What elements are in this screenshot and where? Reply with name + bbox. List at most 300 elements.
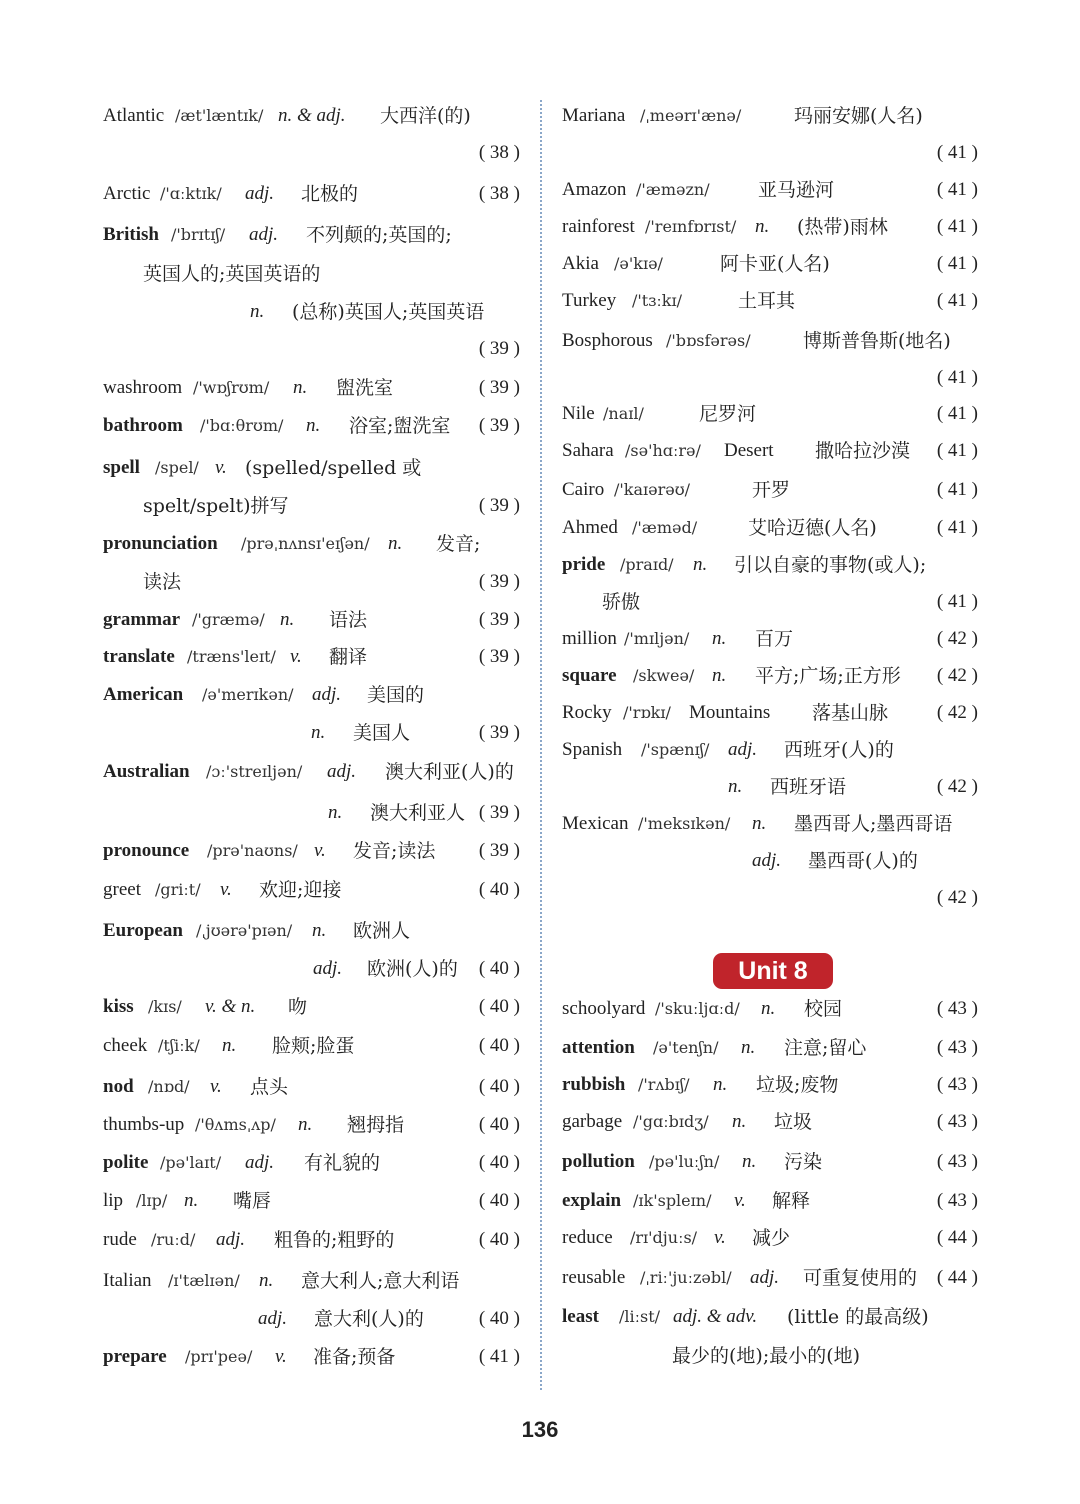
part-of-speech: v. [210,1076,222,1097]
part-of-speech: n. [280,609,295,630]
definition: 尼罗河 [699,403,757,425]
headword: grammar [103,609,181,630]
phonetic: /'bɑːθrʊm/ [200,416,284,435]
part-of-speech: n. [752,813,767,834]
phonetic: /ˌriː'juːzəbl/ [640,1268,732,1287]
page-ref: ( 43 ) [936,1151,978,1172]
page-ref: ( 39 ) [478,495,520,516]
headword: Nile [562,403,595,424]
part-of-speech: n. [311,722,326,743]
part-of-speech: adj. [312,684,342,705]
phonetic: /prəˌnʌnsɪ'eɪʃən/ [241,534,370,553]
entry-lip [103,1186,520,1216]
definition: 骄傲 [602,591,641,613]
phonetic: /ɔː'streɪljən/ [206,762,303,781]
phonetic: /tʃiːk/ [158,1036,200,1055]
entry-thumbs-up [103,1110,520,1140]
definition: 吻 [288,996,308,1018]
phonetic: /praɪd/ [620,555,674,574]
headword: least [562,1306,599,1327]
entry-nod [103,1072,520,1102]
definition: (little 的最高级) [787,1306,929,1328]
headword: lip [103,1190,124,1211]
headword: Ahmed [562,517,618,538]
entry-mexican-pg [562,883,978,913]
definition: 引以自豪的事物(或人); [734,554,927,576]
headword: rude [103,1229,137,1250]
part-of-speech: v. [314,840,326,861]
page-ref: ( 41 ) [936,253,978,274]
headword: greet [103,879,141,900]
phonetic: /'wɒʃrʊm/ [193,378,270,397]
page-ref: ( 40 ) [478,1308,520,1329]
phonetic: /'skuːljɑːd/ [655,999,740,1018]
definition: 可重复使用的 [803,1267,918,1289]
definition: (热带)雨林 [797,216,888,238]
definition: 玛丽安娜(人名) [794,105,923,127]
definition: 脸颊;脸蛋 [272,1035,355,1057]
entry-american [103,680,520,710]
phonetic: /'θʌmsˌʌp/ [195,1115,276,1134]
page-ref: ( 39 ) [478,840,520,861]
phonetic: /ɪ'tælɪən/ [168,1271,240,1290]
phonetic: /pə'laɪt/ [160,1153,222,1172]
entry-prepare [103,1342,520,1372]
definition: 欢迎;迎接 [259,879,342,901]
headword: Sahara [562,440,614,461]
page-ref: ( 40 ) [478,1076,520,1097]
phonetic: /ruːd/ [151,1230,196,1249]
page-ref: ( 40 ) [478,958,520,979]
page-ref: ( 42 ) [936,776,978,797]
part-of-speech: n. [732,1111,747,1132]
page-ref: ( 40 ) [478,1114,520,1135]
part-of-speech: n. [328,802,343,823]
definition: 大西洋(的) [380,105,471,127]
definition: 读法 [143,571,182,593]
page-ref: ( 44 ) [936,1267,978,1288]
part-of-speech: adj. [327,761,357,782]
phonetic: /ɪk'spleɪn/ [633,1191,712,1210]
entry-australian [103,757,520,787]
part-of-speech: v. [290,646,302,667]
entry-british [103,220,520,250]
definition: 落基山脉 [812,702,889,724]
definition: 发音;读法 [353,840,436,862]
page-ref: ( 41 ) [936,517,978,538]
headword: translate [103,646,175,667]
part-of-speech: n. [693,554,708,575]
page-ref: ( 39 ) [478,646,520,667]
part-of-speech: n. [293,377,308,398]
definition: 土耳其 [738,290,796,312]
headword: pride [562,554,606,575]
entry-pride [562,550,978,580]
phonetic: /'meksɪkən/ [638,814,731,833]
part-of-speech: n. [298,1114,313,1135]
column-divider [540,100,542,1390]
entry-spanish [562,735,978,765]
page-ref: ( 40 ) [478,1152,520,1173]
definition: 意大利(人)的 [314,1308,424,1330]
phonetic: /'gɑːbɪdʒ/ [633,1112,709,1131]
phonetic: /naɪl/ [603,404,644,423]
entry-bosphorous [562,326,978,356]
phonetic: /ə'kɪə/ [614,254,663,273]
entry-explain [562,1186,978,1216]
phonetic: /'brɪtɪʃ/ [171,225,226,244]
page-ref: ( 44 ) [936,1227,978,1248]
part-of-speech: v. [734,1190,746,1211]
definition: (总称)英国人;英国英语 [292,301,485,323]
entry-washroom [103,373,520,403]
page-ref: ( 39 ) [478,571,520,592]
headword: kiss [103,996,134,1017]
headword: British [103,224,159,245]
headword: Cairo [562,479,605,500]
phonetic: /træns'leɪt/ [187,647,276,666]
entry-cairo [562,475,978,505]
headword: European [103,920,183,941]
entry-italian-2 [103,1304,520,1334]
headword: Spanish [562,739,623,760]
headword: reduce [562,1227,613,1248]
page-ref: ( 43 ) [936,1037,978,1058]
part-of-speech: n. & adj. [278,105,346,126]
phonetic: /'æməzn/ [636,180,710,199]
part-of-speech: n. [259,1270,274,1291]
headword: American [103,684,184,705]
headword: Atlantic [103,105,165,126]
entry-pronunciation-2 [103,567,520,597]
phonetic: /'æməd/ [632,518,698,537]
phonetic: /nɒd/ [148,1077,190,1096]
headword: reusable [562,1267,626,1288]
unit-8-banner: Unit 8 [713,953,833,989]
page-ref: ( 42 ) [936,702,978,723]
phonetic: /lɪp/ [136,1191,168,1210]
definition: 解释 [772,1190,811,1212]
part-of-speech: n. [184,1190,199,1211]
page-ref: ( 38 ) [478,183,520,204]
definition: 垃圾;废物 [756,1074,839,1096]
phonetic: /prɪ'peə/ [185,1347,253,1366]
entry-sahara [562,436,978,466]
headword: Mariana [562,105,626,126]
entry-british-2 [103,259,520,289]
entry-british-3 [103,297,520,327]
phonetic: /ˌjʊərə'pɪən/ [196,921,293,940]
part-of-speech: adj. [752,850,782,871]
definition: 墨西哥人;墨西哥语 [794,813,953,835]
page-ref: ( 41 ) [936,290,978,311]
phonetic: /sə'hɑːrə/ [625,441,701,460]
entry-pollution [562,1147,978,1177]
part-of-speech: v. [220,879,232,900]
page-ref: ( 41 ) [936,403,978,424]
page-ref: ( 39 ) [478,415,520,436]
definition: 澳大利亚人 [370,802,466,824]
page-ref: ( 43 ) [936,1111,978,1132]
definition: 阿卡亚(人名) [720,253,830,275]
headword: million [562,628,617,649]
entry-atlantic-pg [103,138,520,168]
page-ref: ( 39 ) [478,338,520,359]
entry-million [562,624,978,654]
entry-italian [103,1266,520,1296]
headword: Desert [724,440,774,461]
page-ref: ( 43 ) [936,1074,978,1095]
definition: 不列颠的;英国的; [306,224,452,246]
definition: 开罗 [752,479,791,501]
entry-rude [103,1225,520,1255]
part-of-speech: adj. [258,1308,288,1329]
entry-grammar [103,605,520,635]
entry-square [562,661,978,691]
definition: 注意;留心 [784,1037,867,1059]
page-ref: ( 42 ) [936,887,978,908]
phonetic: /'kaɪərəʊ/ [614,480,691,499]
headword: pronunciation [103,533,218,554]
page-ref: ( 40 ) [478,996,520,1017]
definition: 减少 [752,1227,791,1249]
headword: washroom [103,377,183,398]
definition: 最少的(地);最小的(地) [672,1345,861,1367]
definition: 校园 [804,998,843,1020]
headword: attention [562,1037,635,1058]
definition: 准备;预备 [313,1346,396,1368]
definition: 艾哈迈德(人名) [748,517,877,539]
part-of-speech: adj. & adv. [673,1306,758,1327]
headword: spell [103,457,140,478]
headword: Amazon [562,179,627,200]
page-number: 136 [521,1417,559,1442]
definition: 发音; [436,533,481,555]
page-ref: ( 39 ) [478,377,520,398]
phonetic: /skweə/ [633,666,695,685]
phonetic: /'tɜːkɪ/ [632,291,682,310]
definition: 嘴唇 [233,1190,272,1212]
page-ref: ( 41 ) [936,591,978,612]
phonetic: /'spænɪʃ/ [641,740,710,759]
entry-american-2 [103,718,520,748]
definition: 意大利人;意大利语 [301,1270,460,1292]
part-of-speech: n. [388,533,403,554]
headword: cheek [103,1035,148,1056]
definition: spelt/spelt)拼写 [143,495,289,517]
entry-bosphorous-pg [562,363,978,393]
headword: rubbish [562,1074,626,1095]
definition: 欧洲(人)的 [367,958,458,980]
entry-polite [103,1148,520,1178]
definition: (spelled/spelled 或 [245,457,422,479]
headword: Bosphorous [562,330,653,351]
entry-rainforest [562,212,978,242]
entry-pronunciation [103,529,520,559]
headword: polite [103,1152,149,1173]
part-of-speech: adj. [249,224,279,245]
definition: 西班牙语 [770,776,847,798]
phonetic: /'rɒkɪ/ [623,703,671,722]
entry-greet [103,875,520,905]
entry-spanish-2 [562,772,978,802]
phonetic: /ə'tenʃn/ [653,1038,719,1057]
entry-ahmed [562,513,978,543]
page-ref: ( 42 ) [936,665,978,686]
part-of-speech: n. [250,301,265,322]
headword: pollution [562,1151,635,1172]
page-ref: ( 39 ) [478,722,520,743]
headword: nod [103,1076,134,1097]
phonetic: /griːt/ [155,880,201,899]
entry-rocky [562,698,978,728]
entry-arctic [103,179,520,209]
definition: 美国人 [353,722,411,744]
headword: Mexican [562,813,629,834]
entry-mariana [562,101,978,131]
entry-rubbish [562,1070,978,1100]
entry-australian-2 [103,798,520,828]
phonetic: /'rʌbɪʃ/ [638,1075,690,1094]
headword: Australian [103,761,190,782]
entry-british-pg [103,334,520,364]
definition: 有礼貌的 [304,1152,381,1174]
page-ref: ( 43 ) [936,1190,978,1211]
part-of-speech: adj. [728,739,758,760]
headword: square [562,665,617,686]
phonetic: /prə'naʊns/ [207,841,298,860]
entry-reduce [562,1223,978,1253]
part-of-speech: n. [713,1074,728,1095]
phonetic: /'græmə/ [192,610,265,629]
phonetic: /kɪs/ [148,997,182,1016]
part-of-speech: n. [222,1035,237,1056]
definition: 美国的 [367,684,425,706]
definition: 墨西哥(人)的 [808,850,918,872]
entry-schoolyard [562,994,978,1024]
part-of-speech: n. [712,628,727,649]
phonetic: /'ɑːktɪk/ [160,184,222,203]
page-ref: ( 41 ) [478,1346,520,1367]
entry-turkey [562,286,978,316]
definition: 博斯普鲁斯(地名) [803,330,951,352]
page-ref: ( 41 ) [936,179,978,200]
phonetic: /ˌmeərɪ'ænə/ [640,106,742,125]
entry-mariana-pg [562,138,978,168]
entry-bathroom [103,411,520,441]
part-of-speech: adj. [245,183,275,204]
part-of-speech: adj. [216,1229,246,1250]
definition: 语法 [329,609,368,631]
page-ref: ( 40 ) [478,1035,520,1056]
part-of-speech: v. [275,1346,287,1367]
page-ref: ( 41 ) [936,440,978,461]
headword: garbage [562,1111,623,1132]
entry-kiss [103,992,520,1022]
definition: 撒哈拉沙漠 [815,440,911,462]
entry-spell [103,453,520,483]
part-of-speech: n. [741,1037,756,1058]
entry-atlantic [103,101,520,131]
definition: 澳大利亚(人)的 [385,761,514,783]
definition: 北极的 [301,183,359,205]
entry-pronounce [103,836,520,866]
definition: 翻译 [329,646,368,668]
page-ref: ( 41 ) [936,479,978,500]
phonetic: /'bɒsfərəs/ [666,331,751,350]
headword: prepare [103,1346,167,1367]
entry-mexican-2 [562,846,978,876]
entry-spell-2 [103,491,520,521]
entry-mexican [562,809,978,839]
headword: Mountains [689,702,771,723]
definition: 盥洗室 [336,377,394,399]
phonetic: /æt'læntɪk/ [175,106,264,125]
entry-european-2 [103,954,520,984]
headword: Italian [103,1270,152,1291]
definition: 百万 [755,628,794,650]
phonetic: /liːst/ [619,1307,661,1326]
headword: explain [562,1190,622,1211]
definition: 欧洲人 [353,920,411,942]
part-of-speech: adj. [313,958,343,979]
entry-attention [562,1033,978,1063]
page-ref: ( 42 ) [936,628,978,649]
headword: Rocky [562,702,612,723]
page-ref: ( 40 ) [478,1229,520,1250]
definition: 英国人的;英国英语的 [143,263,321,285]
definition: 亚马逊河 [758,179,835,201]
page-ref: ( 39 ) [478,802,520,823]
part-of-speech: adj. [245,1152,275,1173]
entry-akia [562,249,978,279]
headword: rainforest [562,216,635,237]
headword: thumbs-up [103,1114,185,1135]
entry-least [562,1302,978,1332]
part-of-speech: n. [728,776,743,797]
headword: Turkey [562,290,617,311]
page-ref: ( 40 ) [478,879,520,900]
entry-pride-2 [562,587,978,617]
headword: Arctic [103,183,151,204]
phonetic: /ə'merɪkən/ [202,685,294,704]
entry-amazon [562,175,978,205]
headword: bathroom [103,415,183,436]
part-of-speech: n. [742,1151,757,1172]
definition: 平方;广场;正方形 [755,665,901,687]
entry-nile [562,399,978,429]
page-ref: ( 40 ) [478,1190,520,1211]
phonetic: /'reɪnfɒrɪst/ [645,217,737,236]
entry-least-2 [562,1341,978,1371]
part-of-speech: v. [714,1227,726,1248]
phonetic: /rɪ'djuːs/ [630,1228,698,1247]
definition: 点头 [250,1076,289,1098]
page-ref: ( 43 ) [936,998,978,1019]
page-ref: ( 41 ) [936,367,978,388]
part-of-speech: n. [761,998,776,1019]
headword: pronounce [103,840,190,861]
phonetic: /pə'luːʃn/ [649,1152,720,1171]
entry-reusable [562,1263,978,1293]
part-of-speech: n. [755,216,770,237]
entry-translate [103,642,520,672]
definition: 垃圾 [774,1111,813,1133]
definition: 粗鲁的;粗野的 [274,1229,395,1251]
part-of-speech: n. [312,920,327,941]
definition: 浴室;盥洗室 [349,415,451,437]
entry-garbage [562,1107,978,1137]
